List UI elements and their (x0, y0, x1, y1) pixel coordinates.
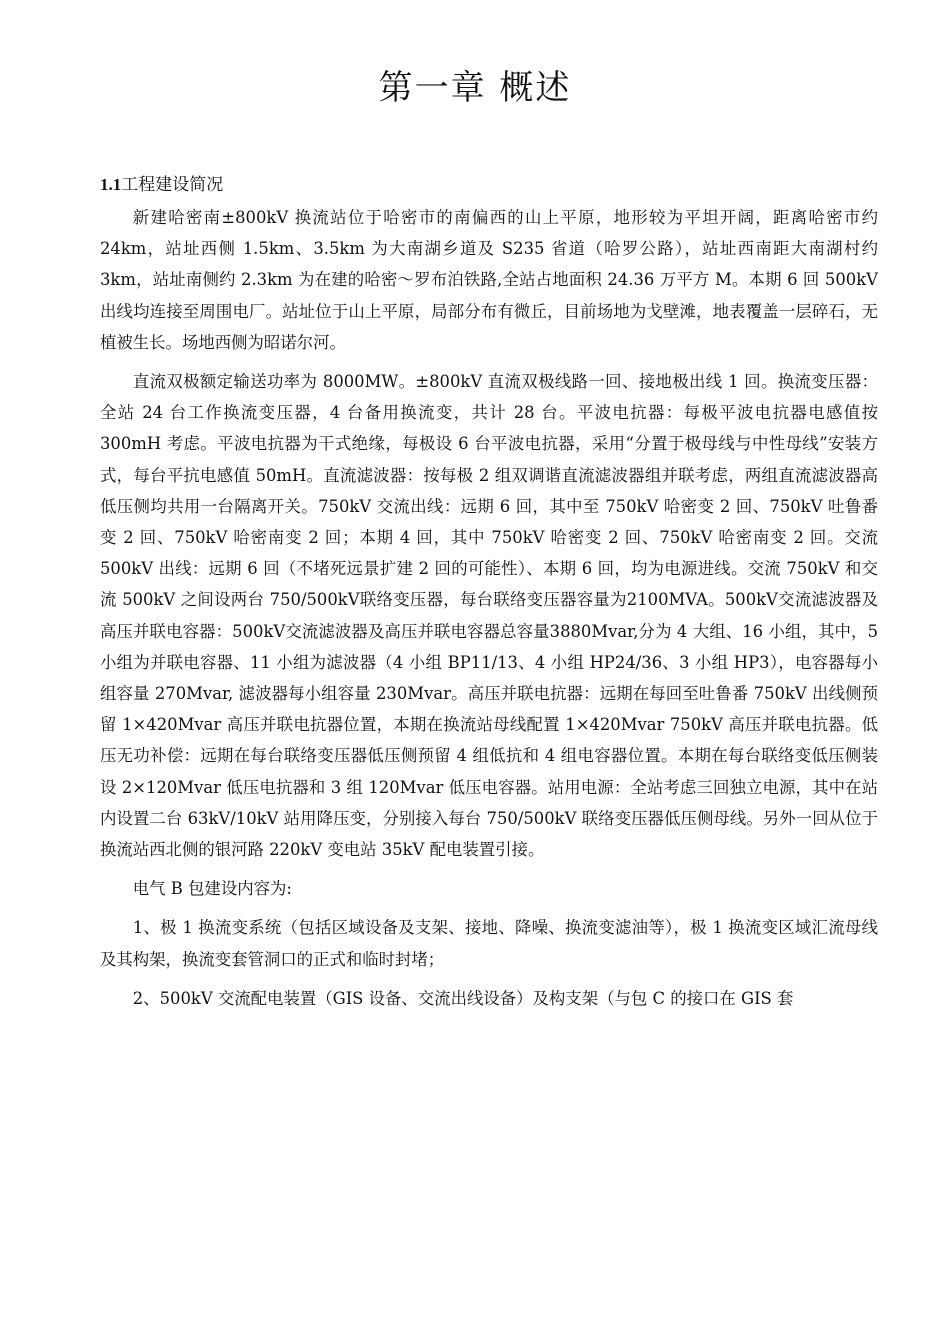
paragraph-item-2: 2、500kV 交流配电装置（GIS 设备、交流出线设备）及构支架（与包 C 的接口在 GIS 套 (132, 988, 794, 1008)
paragraph-technical-scope: 直流双极额定输送功率为 8000MW。±800kV 直流双极线路一回、接地极出线 1 回。换流变压器：全站 24 台工作换流变压器，4 台备用换流变，共计 28 台。平波电抗器：每极平波电抗器电感值按 300mH 考虑。平波电抗器为干式绝缘，每极设 6 台平波电抗器，采用“分置于极母线与中性母线”安装方式，每台平抗电感值 50mH。直流滤波器：按每极 2 组双调谐直流滤波器组并联考虑，两组直流滤波器高低压侧均共用一台隔离开关。750kV 交流出线：远期 6 回，其中至 750kV 哈密变 2 回、750kV 吐鲁番变 2 回、750kV 哈密南变 2 回；本期 4 回，其中 750kV 哈密变 2 回、750kV 哈密南变 2 回。交流 500kV 出线：远期 6 回（不堵死远景扩建 2 回的可能性）、本期 6 回，均为电源进线。交流 750kV 和交流 500kV 之间设两台 750/500kV联络变压器，每台联络变压器容量为2100MVA。500kV交流滤波器及高压并联电容器：500kV交流滤波器及高压并联电容器总容量3880Mvar,分为 4 大组、16 小组，其中，5 小组为并联电容器、11 小组为滤波器（4 小组 BP11/13、4 小组 HP24/36、3 小组 HP3），电容器每小组容量 270Mvar, 滤波器每小组容量 230Mvar。高压并联电抗器：远期在每回至吐鲁番 750kV 出线侧预留 1×420Mvar 高压并联电抗器位置，本期在换流站母线配置 1×420Mvar 750kV 高压并联电抗器。低压无功补偿：远期在每台联络变压器低压侧预留 4 组低抗和 4 组电容器位置。本期在每台联络变低压侧装设 2×120Mvar 低压电抗器和 3 组 120Mvar 低压电容器。站用电源：全站考虑三回独立电源，其中在站内设置二台 63kV/10kV 站用降压变，分别接入每台 750/500kV 联络变压器低压侧母线。另外一回从位于换流站西北侧的银河路 220kV 变电站 35kV 配电装置引接。 (100, 372, 878, 860)
paragraph-package-b-intro: 电气 B 包建设内容为: (132, 879, 292, 899)
section-heading (100, 170, 223, 195)
body-text (100, 202, 878, 1022)
paragraph-site-overview: 新建哈密南±800kV 换流站位于哈密市的南偏西的山上平原，地形较为平坦开阔，距离哈密市约 24km，站址西侧 1.5km、3.5km 为大南湖乡道及 S235 省道（哈罗公路），站址西南距大南湖村约 3km，站址南侧约 2.3km 为在建的哈密～罗布泊铁路,全站占地面积 24.36 万平方 M。本期 6 回 500kV 出线均连接至周围电厂。站址位于山上平原，局部分布有微丘，目前场地为戈壁滩，地表覆盖一层碎石，无植被生长。场地西侧为昭诺尔河。 (100, 208, 878, 352)
chapter-title: 第一章 概述 (378, 68, 572, 108)
section-title: 工程建设简况 (121, 175, 224, 195)
section-number: 1.1 (100, 175, 122, 194)
paragraph-item-1: 1、极 1 换流变系统（包括区域设备及支架、接地、降噪、换流变滤油等），极 1 换流变区域汇流母线及其构架，换流变套管洞口的正式和临时封堵； (100, 918, 878, 969)
